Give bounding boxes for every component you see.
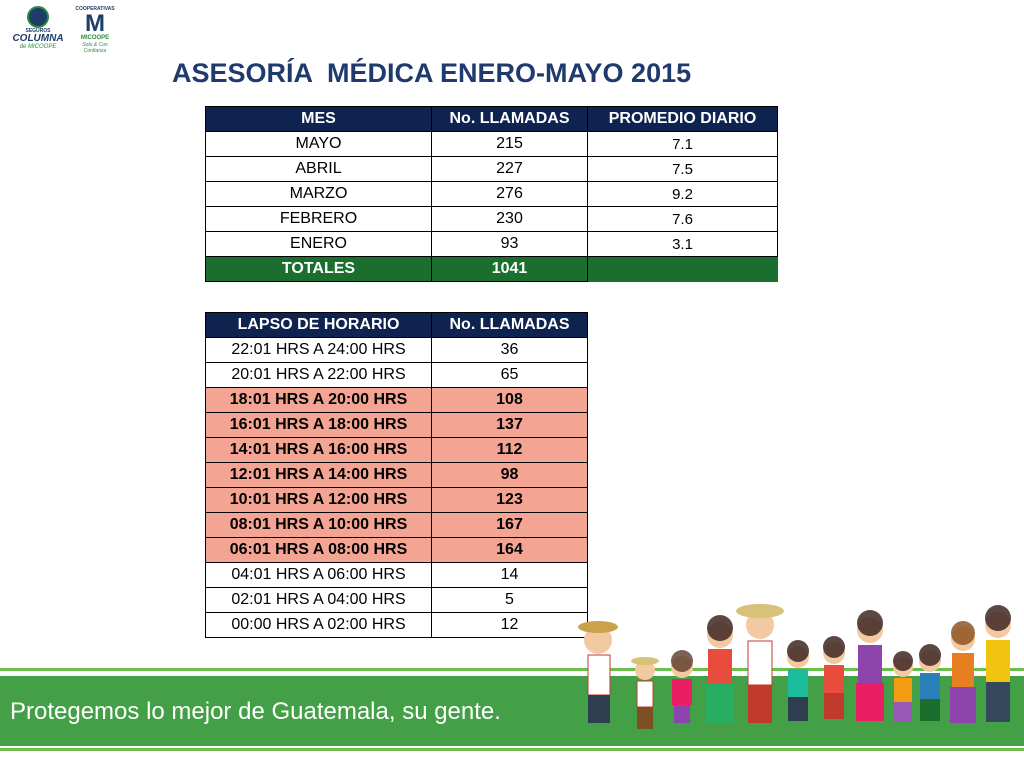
cell-llamadas: 98: [432, 463, 588, 488]
columna-emblem-icon: [27, 6, 49, 28]
cell-llamadas: 137: [432, 413, 588, 438]
person-figure: [787, 640, 809, 721]
cell-llamadas: 276: [432, 182, 588, 207]
table-row: [206, 338, 588, 363]
schedule-calls-table: [205, 312, 588, 638]
cell-mes: ENERO: [206, 232, 432, 257]
cell-llamadas: 164: [432, 538, 588, 563]
cell-lapso: 02:01 HRS A 04:00 HRS: [206, 588, 432, 613]
cell-lapso: 14:01 HRS A 16:00 HRS: [206, 438, 432, 463]
cell-lapso: 12:01 HRS A 14:00 HRS: [206, 463, 432, 488]
table-row: [206, 563, 588, 588]
table-row: [206, 488, 588, 513]
cell-llamadas: 108: [432, 388, 588, 413]
cell-llamadas: 5: [432, 588, 588, 613]
monthly-calls-table: [205, 106, 778, 282]
table-row: [206, 463, 588, 488]
totals-row: [206, 257, 778, 282]
cell-lapso: 20:01 HRS A 22:00 HRS: [206, 363, 432, 388]
seguros-label: SEGUROS: [25, 28, 51, 34]
person-figure: [856, 610, 884, 721]
cell-llamadas: 230: [432, 207, 588, 232]
person-figure: [823, 636, 845, 719]
column-header-llamadas: No. LLAMADAS: [432, 313, 588, 338]
cell-lapso: 06:01 HRS A 08:00 HRS: [206, 538, 432, 563]
person-figure: [893, 651, 913, 722]
person-figure: [985, 605, 1011, 722]
table-row: [206, 413, 588, 438]
micoope-tagline: Solo & Con Confianza: [82, 42, 108, 54]
table-row: [206, 157, 778, 182]
cell-mes: MAYO: [206, 132, 432, 157]
table-header-row: [206, 313, 588, 338]
table-header-row: [206, 107, 778, 132]
table-row: [206, 207, 778, 232]
table-row: [206, 132, 778, 157]
column-header-mes: MES: [206, 107, 432, 132]
totals-llamadas: 1041: [432, 257, 588, 282]
person-figure: [736, 604, 784, 723]
cell-lapso: 08:01 HRS A 10:00 HRS: [206, 513, 432, 538]
cell-lapso: 04:01 HRS A 06:00 HRS: [206, 563, 432, 588]
cell-mes: ABRIL: [206, 157, 432, 182]
person-figure: [578, 621, 618, 723]
footer-divider: [0, 748, 1024, 751]
cell-lapso: 00:00 HRS A 02:00 HRS: [206, 613, 432, 638]
person-figure: [631, 657, 659, 729]
micoope-label: MICOOPE: [80, 35, 110, 41]
cell-promedio: 7.6: [588, 207, 778, 232]
cell-lapso: 18:01 HRS A 20:00 HRS: [206, 388, 432, 413]
table-row: [206, 538, 588, 563]
table-row: [206, 363, 588, 388]
cell-llamadas: 12: [432, 613, 588, 638]
table-row: [206, 388, 588, 413]
cooperativas-label: COOPERATIVAS: [75, 6, 115, 12]
table-row: [206, 438, 588, 463]
micoope-m-icon: M: [85, 10, 105, 37]
people-illustration: [570, 595, 1024, 745]
empty-cell: [588, 257, 778, 282]
person-figure: [950, 621, 976, 723]
cell-llamadas: 227: [432, 157, 588, 182]
person-figure: [919, 644, 941, 721]
column-header-lapso: LAPSO DE HORARIO: [206, 313, 432, 338]
person-figure: [671, 650, 693, 723]
cell-promedio: 9.2: [588, 182, 778, 207]
person-figure: [706, 615, 734, 723]
cell-lapso: 22:01 HRS A 24:00 HRS: [206, 338, 432, 363]
cell-llamadas: 36: [432, 338, 588, 363]
cell-llamadas: 167: [432, 513, 588, 538]
table-row: [206, 232, 778, 257]
column-header-promedio: PROMEDIO DIARIO: [588, 107, 778, 132]
cell-llamadas: 65: [432, 363, 588, 388]
cell-mes: MARZO: [206, 182, 432, 207]
cell-llamadas: 93: [432, 232, 588, 257]
cell-mes: FEBRERO: [206, 207, 432, 232]
page-title: ASESORÍA MÉDICA ENERO-MAYO 2015: [172, 58, 692, 88]
cell-llamadas: 123: [432, 488, 588, 513]
cell-llamadas: 112: [432, 438, 588, 463]
cell-llamadas: 215: [432, 132, 588, 157]
columna-tagline: de MICOOPE: [19, 44, 57, 50]
table-row: [206, 513, 588, 538]
seguros-columna-logo: [8, 6, 68, 52]
cell-promedio: 3.1: [588, 232, 778, 257]
cell-promedio: 7.1: [588, 132, 778, 157]
column-header-llamadas: No. LLAMADAS: [432, 107, 588, 132]
cell-promedio: 7.5: [588, 157, 778, 182]
footer-slogan: Protegemos lo mejor de Guatemala, su gente.: [10, 698, 501, 725]
table-row: [206, 613, 588, 638]
totals-label: TOTALES: [206, 257, 432, 282]
cell-lapso: 10:01 HRS A 12:00 HRS: [206, 488, 432, 513]
micoope-logo: [72, 6, 118, 52]
table-row: [206, 182, 778, 207]
cell-llamadas: 14: [432, 563, 588, 588]
columna-label: COLUMNA: [12, 33, 64, 44]
cell-lapso: 16:01 HRS A 18:00 HRS: [206, 413, 432, 438]
table-row: [206, 588, 588, 613]
